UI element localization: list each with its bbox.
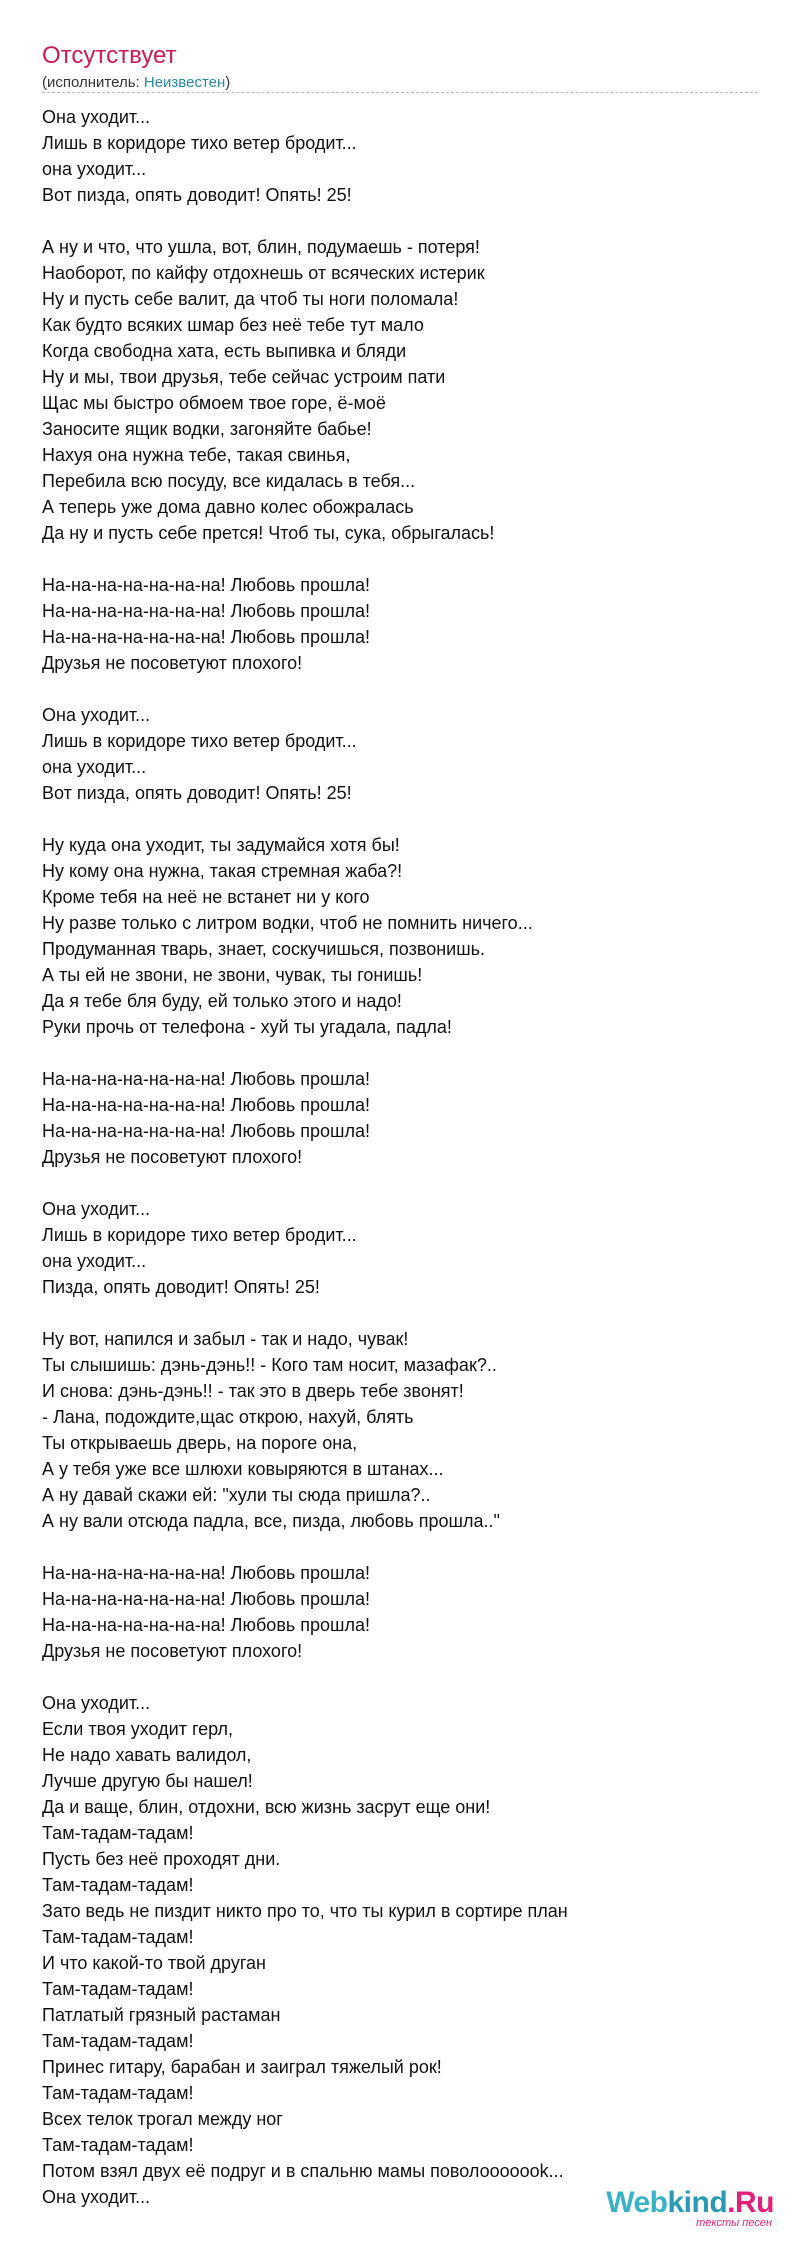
lyric-line: Вот пизда, опять доводит! Опять! 25! (42, 185, 352, 205)
artist-line (42, 74, 230, 91)
artist-suffix: ) (225, 74, 231, 91)
lyric-line: На-на-на-на-на-на-на! Любовь прошла! (42, 1095, 370, 1115)
lyric-line: Не надо хавать валидол, (42, 1745, 252, 1765)
lyric-line: Там-тадам-тадам! (42, 1927, 194, 1947)
lyric-line: Ну куда она уходит, ты задумайся хотя бы! (42, 835, 400, 855)
lyric-line: На-на-на-на-на-на-на! Любовь прошла! (42, 1069, 370, 1089)
stanza-break (42, 1040, 758, 1066)
stanza-break (42, 806, 758, 832)
lyric-line: Всех телок трогал между ног (42, 2109, 283, 2129)
lyric-line: А ну и что, что ушла, вот, блин, подумаешь - потеря! (42, 237, 480, 257)
lyric-line: На-на-на-на-на-на-на! Любовь прошла! (42, 1121, 370, 1141)
lyric-line: Она уходит... (42, 107, 151, 127)
lyric-line: Там-тадам-тадам! (42, 1875, 194, 1895)
lyric-line: Друзья не посоветуют плохого! (42, 1147, 303, 1167)
lyric-line: А ну давай скажи ей: "хули ты сюда пришла?.. (42, 1485, 431, 1505)
stanza-break (42, 1664, 758, 1690)
logo-subtitle: тексты песен (696, 2217, 772, 2229)
lyric-line: Лучше другую бы нашел! (42, 1771, 253, 1791)
lyric-line: Ну разве только с литром водки, чтоб не помнить ничего... (42, 913, 533, 933)
stanza-break (42, 1170, 758, 1196)
lyric-line: Там-тадам-тадам! (42, 2031, 194, 2051)
lyric-line: Ну и мы, твои друзья, тебе сейчас устроим пати (42, 367, 446, 387)
lyric-line: Она уходит... (42, 1693, 151, 1713)
lyric-line: А ты ей не звони, не звони, чувак, ты гонишь! (42, 965, 423, 985)
lyric-line: На-на-на-на-на-на-на! Любовь прошла! (42, 1589, 370, 1609)
lyric-line: На-на-на-на-на-на-на! Любовь прошла! (42, 627, 370, 647)
lyric-line: Ну кому она нужна, такая стремная жаба?! (42, 861, 403, 881)
artist-prefix: (исполнитель: (42, 74, 144, 91)
lyric-line: она уходит... (42, 1251, 147, 1271)
lyric-line: На-на-на-на-на-на-на! Любовь прошла! (42, 1563, 370, 1583)
lyric-line: Как будто всяких шмар без неё тебе тут мало (42, 315, 424, 335)
lyric-line: Там-тадам-тадам! (42, 1979, 194, 1999)
lyric-line: Когда свободна хата, есть выпивка и бляди (42, 341, 407, 361)
lyric-line: Да ну и пусть себе прется! Чтоб ты, сука, обрыгалась! (42, 523, 495, 543)
lyric-line: Там-тадам-тадам! (42, 2135, 194, 2155)
lyric-line: Зато ведь не пиздит никто про то, что ты курил в сортире план (42, 1901, 568, 1921)
lyric-line: Пусть без неё проходят дни. (42, 1849, 281, 1869)
lyric-line: Лишь в коридоре тихо ветер бродит... (42, 1225, 357, 1245)
lyric-line: А у тебя уже все шлюхи ковыряются в штанах... (42, 1459, 444, 1479)
lyric-line: - Лана, подождите,щас открою, нахуй, блять (42, 1407, 414, 1427)
lyric-line: Она уходит... (42, 2187, 151, 2207)
song-title: Отсутствует (42, 42, 177, 69)
stanza-break (42, 676, 758, 702)
lyrics-text (42, 104, 758, 2210)
lyric-line: Руки прочь от телефона - хуй ты угадала, падла! (42, 1017, 452, 1037)
lyric-line: На-на-на-на-на-на-на! Любовь прошла! (42, 575, 370, 595)
lyric-line: Ты слышишь: дэнь-дэнь!! - Кого там носит, мазафак?.. (42, 1355, 497, 1375)
lyric-line: И снова: дэнь-дэнь!! - так это в дверь тебе звонят! (42, 1381, 464, 1401)
lyric-line: Она уходит... (42, 1199, 151, 1219)
lyric-line: Кроме тебя на неё не встанет ни у кого (42, 887, 370, 907)
lyric-line: Продуманная тварь, знает, соскучишься, позвонишь. (42, 939, 486, 959)
lyric-line: Перебила всю посуду, все кидалась в тебя... (42, 471, 416, 491)
stanza-break (42, 1534, 758, 1560)
logo-kind: kind (667, 2186, 728, 2219)
title-divider (42, 92, 758, 93)
stanza-break (42, 1300, 758, 1326)
lyric-line: Наоборот, по кайфу отдохнешь от всяческих истерик (42, 263, 485, 283)
lyric-line: она уходит... (42, 159, 147, 179)
lyric-line: Она уходит... (42, 705, 151, 725)
lyric-line: Потом взял двух её подруг и в спальню мамы поволооооook... (42, 2161, 564, 2181)
lyric-line: Там-тадам-тадам! (42, 1823, 194, 1843)
lyric-line: И что какой-то твой друган (42, 1953, 266, 1973)
lyric-line: На-на-на-на-на-на-на! Любовь прошла! (42, 601, 370, 621)
lyric-line: Друзья не посоветуют плохого! (42, 1641, 303, 1661)
lyric-line: Патлатый грязный растаман (42, 2005, 281, 2025)
lyric-line: Там-тадам-тадам! (42, 2083, 194, 2103)
lyric-line: Да и ваще, блин, отдохни, всю жизнь засрут еще они! (42, 1797, 491, 1817)
lyric-line: Лишь в коридоре тихо ветер бродит... (42, 731, 357, 751)
lyric-line: Лишь в коридоре тихо ветер бродит... (42, 133, 357, 153)
lyric-line: Друзья не посоветуют плохого! (42, 653, 303, 673)
webkind-logo[interactable] (606, 2187, 774, 2229)
logo-web: Web (606, 2186, 668, 2219)
lyric-line: она уходит... (42, 757, 147, 777)
lyric-line: А теперь уже дома давно колес обожралась (42, 497, 414, 517)
artist-link[interactable]: Неизвестен (143, 74, 226, 91)
lyric-line: А ну вали отсюда падла, все, пизда, любовь прошла.." (42, 1511, 500, 1531)
lyric-line: Ты открываешь дверь, на пороге она, (42, 1433, 358, 1453)
lyric-line: Пизда, опять доводит! Опять! 25! (42, 1277, 320, 1297)
lyric-line: Нахуя она нужна тебе, такая свинья, (42, 445, 351, 465)
lyric-line: Вот пизда, опять доводит! Опять! 25! (42, 783, 352, 803)
stanza-break (42, 546, 758, 572)
lyric-line: Если твоя уходит герл, (42, 1719, 234, 1739)
stanza-break (42, 208, 758, 234)
lyric-line: Ну и пусть себе валит, да чтоб ты ноги поломала! (42, 289, 459, 309)
logo-ru: .Ru (727, 2186, 774, 2219)
lyric-line: На-на-на-на-на-на-на! Любовь прошла! (42, 1615, 370, 1635)
lyric-line: Заносите ящик водки, загоняйте бабье! (42, 419, 372, 439)
lyric-line: Принес гитару, барабан и заиграл тяжелый рок! (42, 2057, 442, 2077)
lyric-line: Ну вот, напился и забыл - так и надо, чувак! (42, 1329, 409, 1349)
lyric-line: Да я тебе бля буду, ей только этого и надо! (42, 991, 402, 1011)
lyric-line: Щас мы быстро обмоем твое горе, ё-моё (42, 393, 386, 413)
webkind-logo-text (606, 2187, 774, 2219)
